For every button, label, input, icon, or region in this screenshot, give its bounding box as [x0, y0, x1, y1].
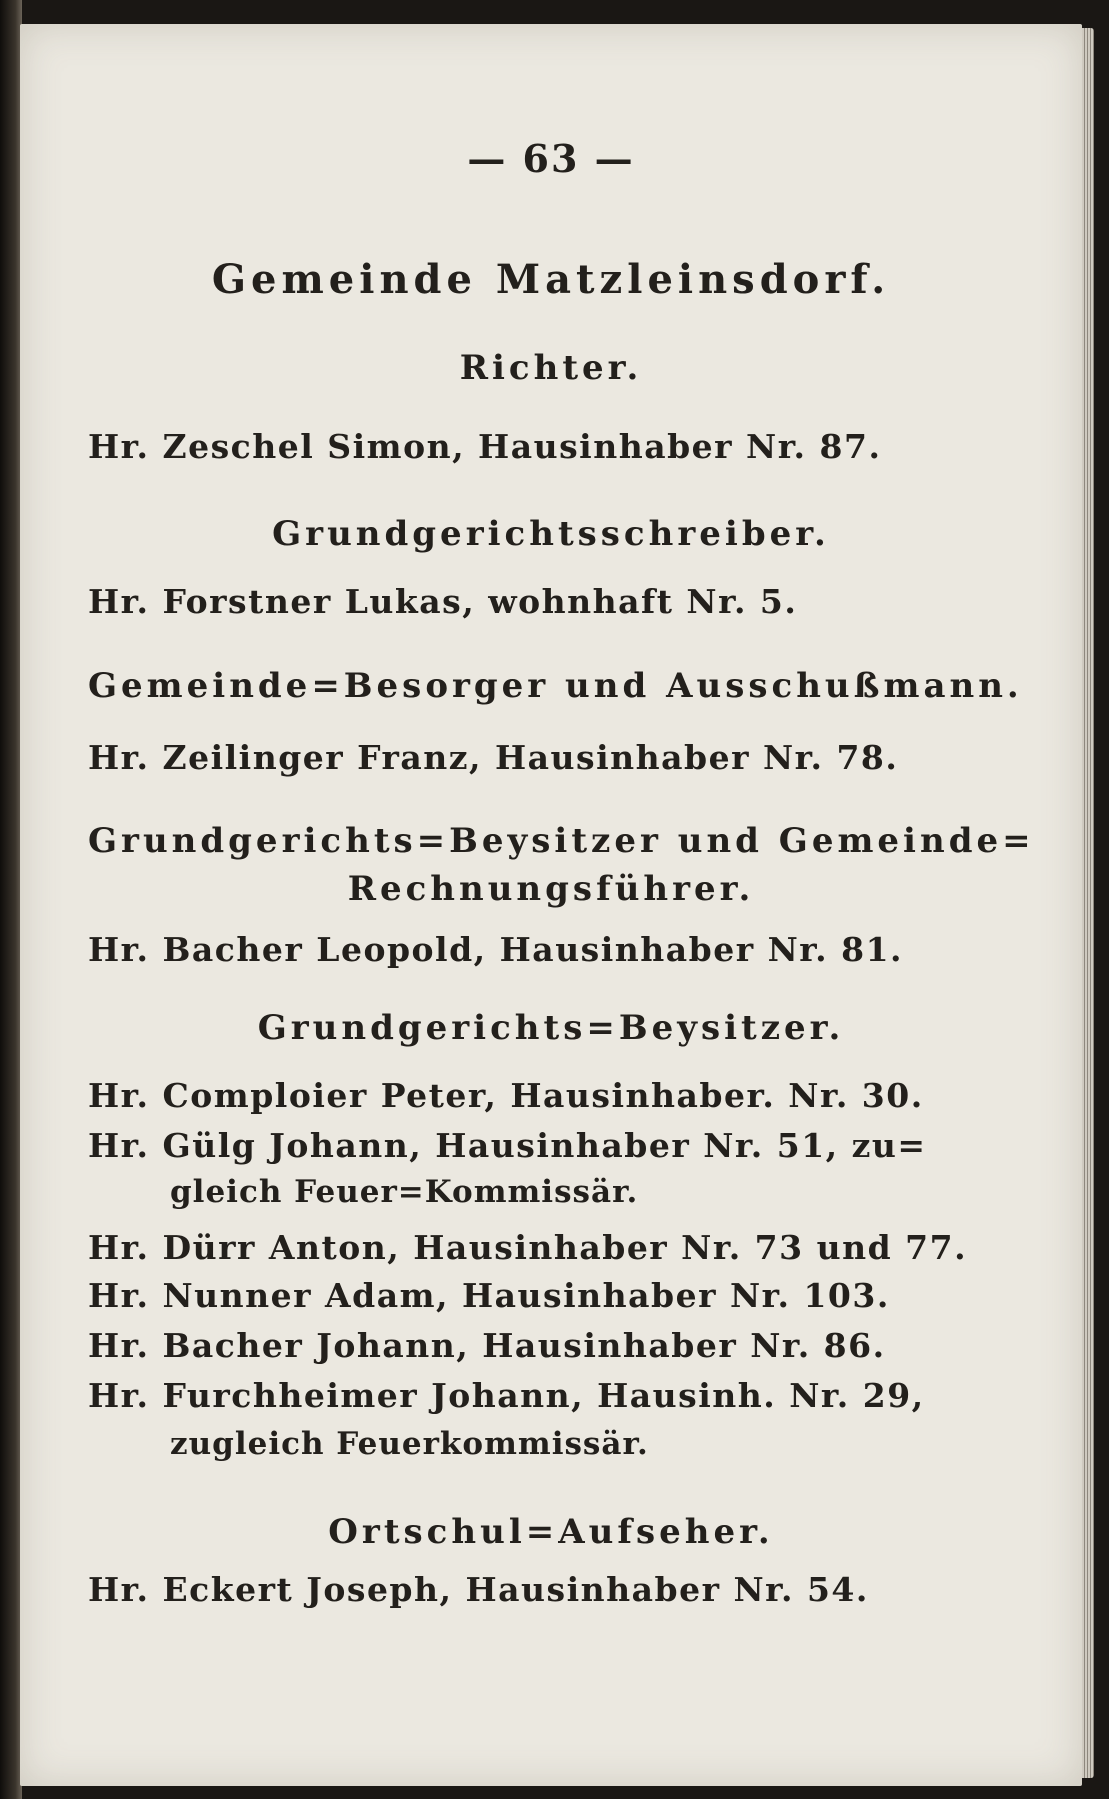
page-content [20, 24, 1082, 1786]
heading-grundgerichtsschreiber: Grundgerichtsschreiber. [272, 514, 830, 554]
heading-beysitzer: Grundgerichts=Beysitzer. [257, 1008, 845, 1048]
entry-grundgerichtsschreiber: Hr. Forstner Lukas, wohnhaft Nr. 5. [88, 582, 798, 621]
entry-gemeinde-besorger: Hr. Zeilinger Franz, Hausinhaber Nr. 78. [88, 738, 899, 777]
heading-beysitzer-rechnungsfuehrer-line2: Rechnungsführer. [347, 869, 755, 909]
book-page [20, 24, 1082, 1786]
entry-beysitzer-4: Hr. Nunner Adam, Hausinhaber Nr. 103. [88, 1276, 890, 1315]
entry-beysitzer-6: Hr. Furchheimer Johann, Hausinh. Nr. 29, [88, 1376, 925, 1415]
entry-beysitzer-2-continued: gleich Feuer=Kommissär. [170, 1174, 639, 1210]
binding-shadow [0, 0, 22, 1799]
entry-beysitzer-3: Hr. Dürr Anton, Hausinhaber Nr. 73 und 77. [88, 1228, 968, 1267]
entry-beysitzer-5: Hr. Bacher Johann, Hausinhaber Nr. 86. [88, 1326, 886, 1365]
heading-richter: Richter. [459, 348, 643, 388]
heading-beysitzer-rechnungsfuehrer-line1: Grundgerichts=Beysitzer und Gemeinde= [88, 821, 1035, 861]
entry-beysitzer-6-continued: zugleich Feuerkommissär. [170, 1426, 649, 1462]
entry-ortschul-aufseher: Hr. Eckert Joseph, Hausinhaber Nr. 54. [88, 1570, 869, 1609]
page-number: — 63 — [467, 136, 635, 181]
entry-beysitzer-2: Hr. Gülg Johann, Hausinhaber Nr. 51, zu= [88, 1126, 927, 1165]
page-title: Gemeinde Matzleinsdorf. [211, 256, 891, 303]
entry-richter: Hr. Zeschel Simon, Hausinhaber Nr. 87. [88, 427, 882, 466]
heading-ortschul-aufseher: Ortschul=Aufseher. [328, 1512, 774, 1552]
entry-beysitzer-1: Hr. Comploier Peter, Hausinhaber. Nr. 30. [88, 1076, 924, 1115]
entry-beysitzer-rechnungsfuehrer: Hr. Bacher Leopold, Hausinhaber Nr. 81. [88, 930, 904, 969]
heading-gemeinde-besorger: Gemeinde=Besorger und Ausschußmann. [88, 666, 1023, 706]
